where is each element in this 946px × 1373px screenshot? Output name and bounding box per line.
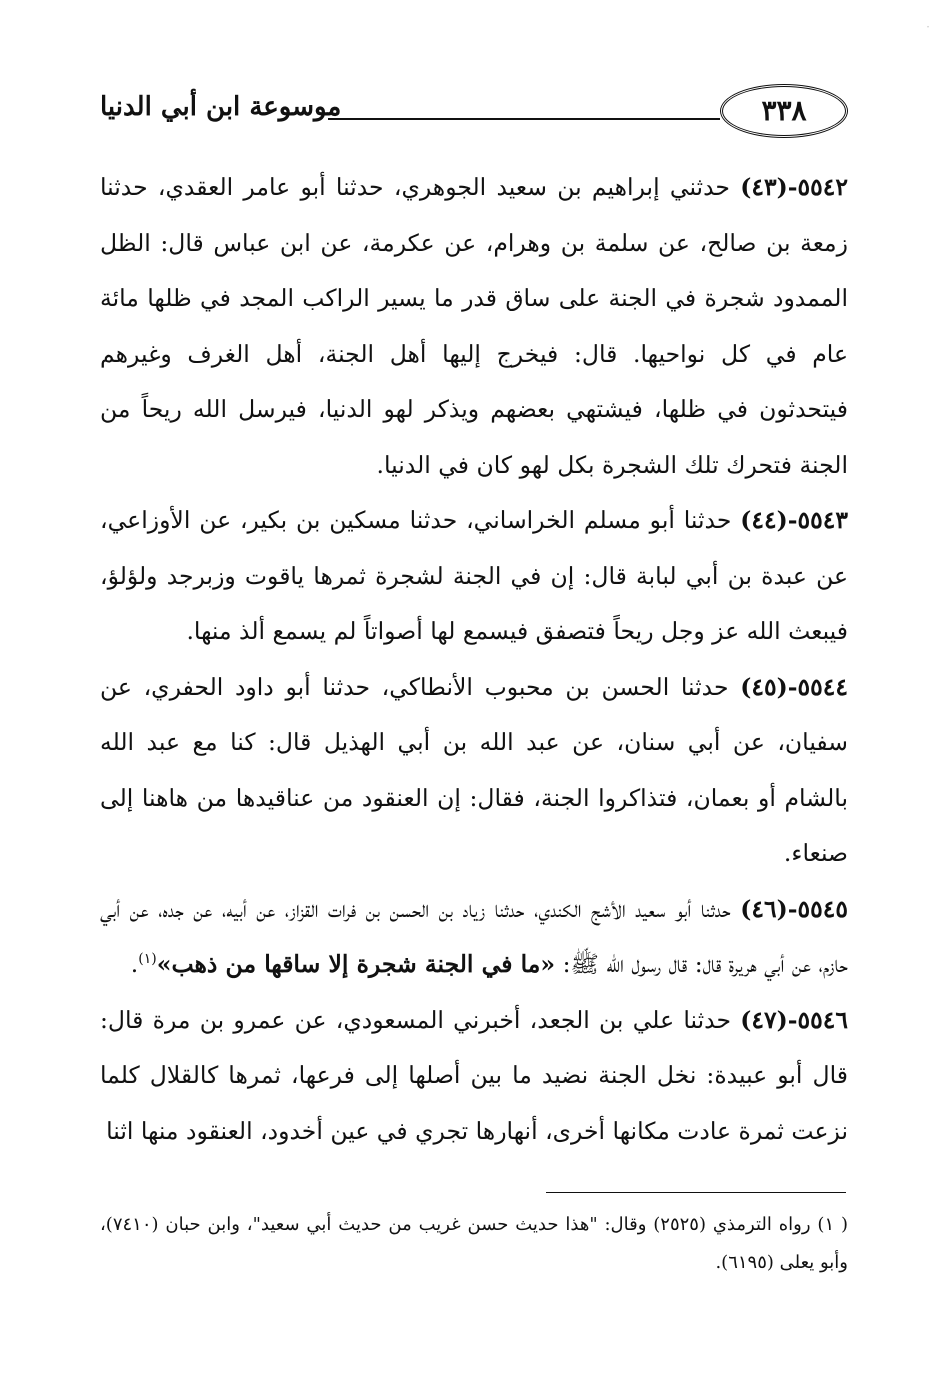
page-header xyxy=(100,78,848,148)
hadith-number: ٥٥٤٣-(٤٤) xyxy=(740,506,848,534)
sentence-end: . xyxy=(130,950,139,978)
hadith-paragraph xyxy=(100,493,848,660)
scan-mark: · xyxy=(926,20,930,34)
prophetic-quote: «ما في الجنة شجرة إلا ساقها من ذهب» xyxy=(156,950,556,978)
page-number-badge xyxy=(720,84,848,138)
footnote-separator xyxy=(546,1192,846,1193)
hadith-text: حدثنا علي بن الجعد، أخبرني المسعودي، عن عمرو بن مرة قال: قال أبو عبيدة: نخل الجنة نضيد ما بين أصلها إلى فرعها، ثمرها كالقلال كلما نزعت ثمرة عادت مكانها أخرى، أنهارها تجري في عين أخدود، العنقود منها اثنا xyxy=(100,1005,848,1145)
hadith-text: حدثنا الحسن بن محبوب الأنطاكي، حدثنا أبو داود الحفري، عن سفيان، عن أبي سنان، عن عبد الله بن أبي الهذيل قال: كنا مع عبد الله بالشام أو بعمان، فتذاكروا الجنة، فقال: إن العنقود من عناقيدها من هاهنا إلى صنعاء. xyxy=(100,672,848,867)
page-body xyxy=(100,160,848,1159)
hadith-number: ٥٥٤٦-(٤٧) xyxy=(740,1005,848,1034)
hadith-number: ٥٥٤٥-(٤٦) xyxy=(740,894,848,923)
hadith-number: ٥٥٤٢-(٤٣) xyxy=(740,173,848,201)
hadith-text: حدثني إبراهيم بن سعيد الجوهري، حدثنا أبو عامر العقدي، حدثنا زمعة بن صالح، عن سلمة بن وهرام، عن عكرمة، عن ابن عباس قال: الظل الممدود شجرة في الجنة على ساق قدر ما يسير الراكب المجد في ظلها مائة عام في كل نواحيها. قال: فيخرج إليها أهل الجنة، أهل الغرف وغيرهم فيتحدثون في ظلها، فيشتهي بعضهم ويذكر لهو الدنيا، فيرسل الله ريحاً من الجنة فتحرك تلك الشجرة بكل لهو كان في الدنيا. xyxy=(100,173,848,479)
hadith-text: حدثنا أبو سعيد الأشج الكندي، حدثنا زياد بن الحسن بن فرات القزاز، عن أبيه، عن جده، عن أبي حازم، عن أبي هريرة قال: قال رسول الله ﷺ: xyxy=(100,894,848,978)
hadith-paragraph xyxy=(100,993,848,1160)
footnotes-section xyxy=(100,1206,848,1282)
footnote-reference[interactable]: (١) xyxy=(138,951,157,968)
hadith-paragraph xyxy=(100,660,848,882)
header-rule xyxy=(328,118,720,120)
book-title: موسوعة ابن أبي الدنيا xyxy=(100,92,342,122)
page-number: ٣٣٨ xyxy=(761,94,807,127)
hadith-text: حدثنا أبو مسلم الخراساني، حدثنا مسكين بن بكير، عن الأوزاعي، عن عبدة بن أبي لبابة قال: إن في الجنة لشجرة ثمرها ياقوت وزبرجد ولؤلؤ، فيبعث الله عز وجل ريحاً فتصفق فيسمع لها أصواتاً لم يسمع ألذ منها. xyxy=(100,506,848,645)
hadith-number: ٥٥٤٤-(٤٥) xyxy=(740,672,848,701)
footnote: ( ١) رواه الترمذي (٢٥٢٥) وقال: "هذا حديث حسن غريب من حديث أبي سعيد"، وابن حبان (٧٤١٠)، وأبو يعلى (٦١٩٥). xyxy=(100,1214,848,1273)
hadith-paragraph xyxy=(100,882,848,993)
hadith-paragraph xyxy=(100,160,848,493)
